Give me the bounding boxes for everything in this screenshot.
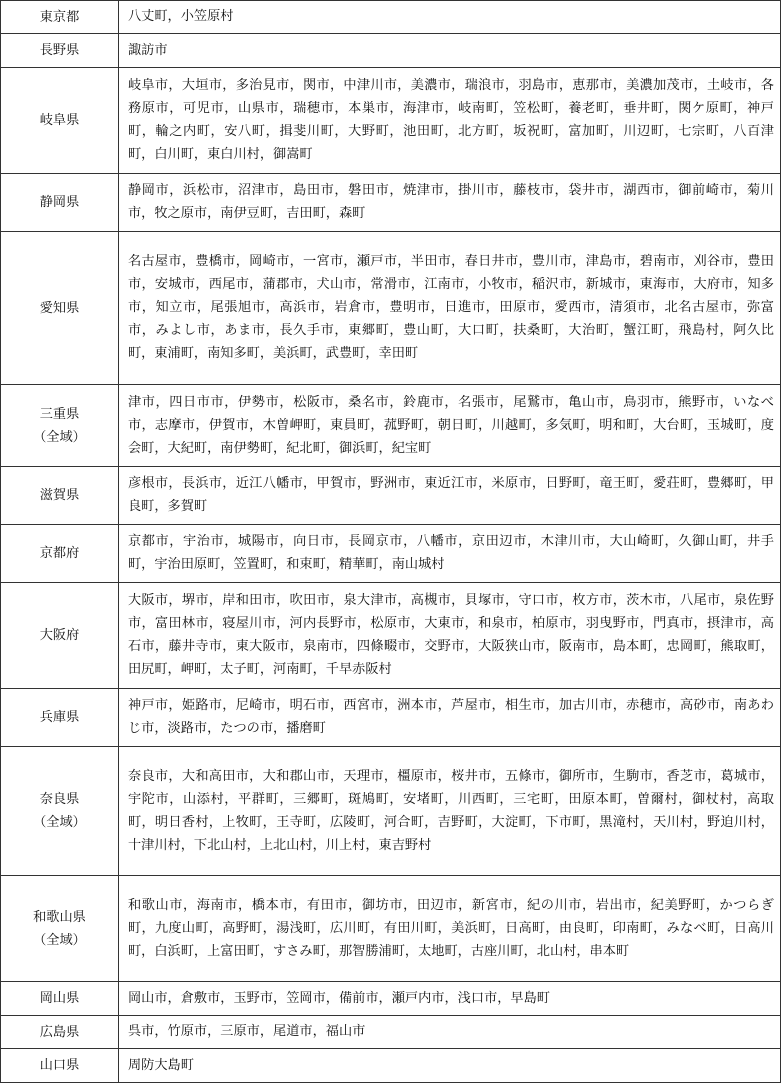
table-row — [1, 232, 781, 385]
prefecture-cell — [1, 876, 119, 982]
prefecture-name: 京都府 — [39, 546, 80, 561]
table-row — [1, 1049, 781, 1083]
table-row — [1, 34, 781, 68]
prefecture-name: 奈良県 — [39, 792, 80, 807]
prefecture-cell — [1, 232, 119, 385]
table-row — [1, 583, 781, 689]
table-row — [1, 982, 781, 1016]
table-row — [1, 1016, 781, 1049]
prefecture-name: 広島県 — [39, 1024, 80, 1040]
table-row — [1, 68, 781, 174]
coverage-note: （全域） — [33, 932, 86, 948]
table-row — [1, 385, 781, 467]
municipalities-cell: 和歌山市，海南市，橋本市，有田市，御坊市，田辺市，新宮市，紀の川市，岩出市，紀美野町，かつらぎ町，九度山町，高野町，湯浅町，広川町，有田川町，美浜町，日高町，由良町，印南町，みなべ町，日高川町，白浜町，上富田町，すさみ町，那智勝浦町，太地町，古座川町，北山村，串本町 — [119, 876, 781, 982]
prefecture-cell — [1, 525, 119, 583]
municipalities-cell: 呉市，竹原市，三原市，尾道市，福山市 — [119, 1016, 781, 1049]
prefecture-name: 長野県 — [39, 43, 80, 58]
prefecture-name: 三重県 — [39, 406, 80, 422]
prefecture-cell — [1, 467, 119, 525]
prefecture-name: 大阪府 — [39, 628, 80, 643]
municipalities-cell: 八丈町，小笠原村 — [119, 1, 781, 34]
prefecture-name: 岐阜県 — [39, 113, 80, 128]
prefecture-cell — [1, 689, 119, 747]
prefecture-cell — [1, 1049, 119, 1083]
prefecture-name: 静岡県 — [39, 195, 80, 210]
table-row — [1, 876, 781, 982]
municipalities-cell: 岐阜市，大垣市，多治見市，関市，中津川市，美濃市，瑞浪市，羽島市，恵那市，美濃加茂市，土岐市，各務原市，可児市，山県市，瑞穂市，本巣市，海津市，岐南町，笠松町，養老町，垂井町，関ケ原町，神戸町，輪之内町，安八町，揖斐川町，大野町，池田町，北方町，坂祝町，富加町，川辺町，七宗町，八百津町，白川町，東白川村，御嵩町 — [119, 68, 781, 174]
table-row — [1, 467, 781, 525]
prefecture-cell — [1, 174, 119, 232]
prefecture-name: 滋賀県 — [39, 488, 80, 503]
municipalities-cell: 奈良市，大和高田市，大和郡山市，天理市，橿原市，桜井市，五條市，御所市，生駒市，香芝市，葛城市，宇陀市，山添村，平群町，三郷町，斑鳩町，安堵町，川西町，三宅町，田原本町，曽爾村，御杖村，高取町，明日香村，上牧町，王寺町，広陵町，河合町，吉野町，大淀町，下市町，黒滝村，天川村，野迫川村，十津川村，下北山村，上北山村，川上村，東吉野村 — [119, 747, 781, 876]
prefecture-name: 東京都 — [39, 9, 80, 25]
table-body — [1, 1, 781, 1083]
prefecture-name: 愛知県 — [39, 300, 80, 316]
municipalities-cell: 名古屋市，豊橋市，岡崎市，一宮市，瀬戸市，半田市，春日井市，豊川市，津島市，碧南市，刈谷市，豊田市，安城市，西尾市，蒲郡市，犬山市，常滑市，江南市，小牧市，稲沢市，新城市，東海市，大府市，知多市，知立市，尾張旭市，高浜市，岩倉市，豊明市，日進市，田原市，愛西市，清須市，北名古屋市，弥富市，みよし市，あま市，長久手市，東郷町，豊山町，大口町，扶桑町，大治町，蟹江町，飛島村，阿久比町，東浦町，南知多町，美浜町，武豊町，幸田町 — [119, 232, 781, 385]
prefecture-name: 岡山県 — [39, 991, 80, 1006]
prefecture-cell — [1, 982, 119, 1016]
prefecture-cell — [1, 385, 119, 467]
coverage-note: （全域） — [33, 429, 86, 445]
municipalities-cell: 津市，四日市市，伊勢市，松阪市，桑名市，鈴鹿市，名張市，尾鷲市，亀山市，鳥羽市，熊野市，いなべ市，志摩市，伊賀市，木曽岬町，東員町，菰野町，朝日町，川越町，多気町，明和町，大台町，玉城町，度会町，大紀町，南伊勢町，紀北町，御浜町，紀宝町 — [119, 385, 781, 467]
prefecture-cell — [1, 1016, 119, 1049]
prefecture-name: 和歌山県 — [33, 909, 86, 925]
municipalities-cell: 神戸市，姫路市，尼崎市，明石市，西宮市，洲本市，芦屋市，相生市，加古川市，赤穂市，高砂市，南あわじ市，淡路市，たつの市，播磨町 — [119, 689, 781, 747]
table-row — [1, 525, 781, 583]
prefecture-cell — [1, 1, 119, 34]
prefecture-name: 山口県 — [39, 1058, 80, 1073]
municipalities-cell: 岡山市，倉敷市，玉野市，笠岡市，備前市，瀬戸内市，浅口市，早島町 — [119, 982, 781, 1016]
municipalities-cell: 京都市，宇治市，城陽市，向日市，長岡京市，八幡市，京田辺市，木津川市，大山崎町，久御山町，井手町，宇治田原町，笠置町，和束町，精華町，南山城村 — [119, 525, 781, 583]
table-row — [1, 747, 781, 876]
table-row — [1, 174, 781, 232]
municipalities-cell: 静岡市，浜松市，沼津市，島田市，磐田市，焼津市，掛川市，藤枝市，袋井市，湖西市，御前崎市，菊川市，牧之原市，南伊豆町，吉田町，森町 — [119, 174, 781, 232]
table-row — [1, 689, 781, 747]
municipalities-cell: 諏訪市 — [119, 34, 781, 68]
prefecture-cell — [1, 34, 119, 68]
prefecture-cell — [1, 583, 119, 689]
coverage-note: （全域） — [33, 815, 86, 830]
municipalities-cell: 大阪市，堺市，岸和田市，吹田市，泉大津市，高槻市，貝塚市，守口市，枚方市，茨木市，八尾市，泉佐野市，富田林市，寝屋川市，河内長野市，松原市，大東市，和泉市，柏原市，羽曳野市，門真市，摂津市，高石市，藤井寺市，東大阪市，泉南市，四條畷市，交野市，大阪狭山市，阪南市，島本町，忠岡町，熊取町，田尻町，岬町，太子町，河南町，千早赤阪村 — [119, 583, 781, 689]
prefecture-name: 兵庫県 — [39, 710, 80, 725]
table-row — [1, 1, 781, 34]
municipalities-cell: 彦根市，長浜市，近江八幡市，甲賀市，野洲市，東近江市，米原市，日野町，竜王町，愛荘町，豊郷町，甲良町，多賀町 — [119, 467, 781, 525]
prefecture-cell — [1, 68, 119, 174]
prefecture-cell — [1, 747, 119, 876]
municipalities-cell: 周防大島町 — [119, 1049, 781, 1083]
